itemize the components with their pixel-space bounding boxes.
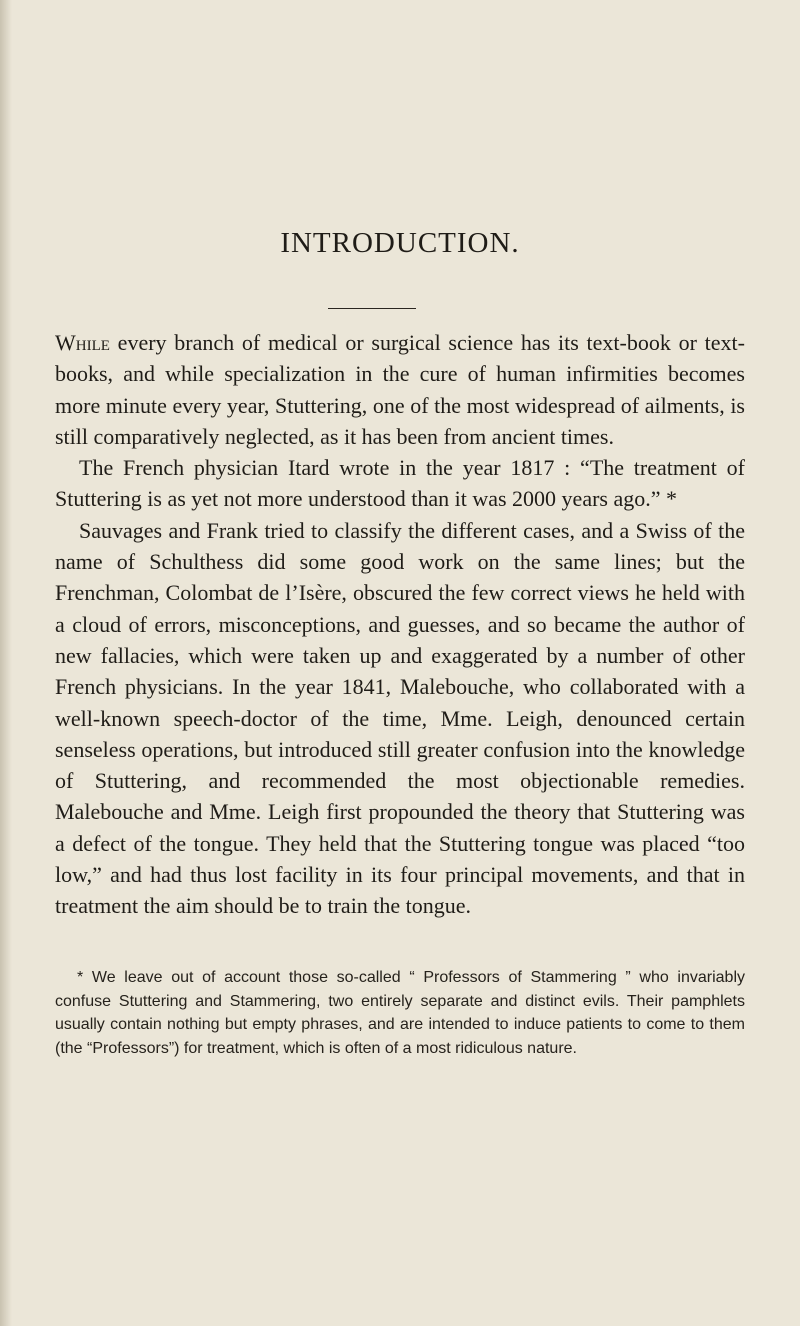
page-binding-shadow [0, 0, 12, 1326]
body-text [55, 327, 745, 922]
paragraph-2: The French physician Itard wrote in the year 1817 : “The treatment of Stuttering is as yet not more understood than it was 2000 years ago.” * [55, 455, 745, 512]
heading-divider [328, 308, 416, 309]
footnote: * We leave out of account those so-called “ Professors of Stammering ” who invariably confuse Stuttering and Stammering, two entirely separate and distinct evils. Their pamphlets usually contain nothing but empty phrases, and are intended to induce patients to come to them (the “Professors”) for treatment, which is often of a most ridiculous nature. [55, 969, 745, 1057]
chapter-heading: INTRODUCTION. [280, 227, 520, 259]
paragraph-1-lead-word: While [55, 330, 110, 355]
paragraph-1-text: every branch of medical or surgical science has its text-book or text-books, and while specialization in the cure of human infirmities becomes more minute every year, Stuttering, one of the most widespread of ailments, is still comparatively neglected, as it has been from ancient times. [55, 330, 745, 449]
paragraph-3: Sauvages and Frank tried to classify the different cases, and a Swiss of the name of Schulthess did some good work on the same lines; but the Frenchman, Colombat de l’Isère, obscured the few correct views he held with a cloud of errors, misconceptions, and guesses, and so became the author of new fallacies, which were taken up and exaggerated by a number of other French physicians. In the year 1841, Malebouche, who collaborated with a well-known speech-doctor of the time, Mme. Leigh, denounced certain senseless operations, but introduced still greater confusion into the knowledge of Stuttering, and recommended the most objectionable remedies. Malebouche and Mme. Leigh first propounded the theory that Stuttering was a defect of the tongue. They held that the Stuttering tongue was placed “too low,” and had thus lost facility in its four principal movements, and that in treatment the aim should be to train the tongue. [55, 517, 745, 919]
paragraph-1 [55, 327, 745, 452]
